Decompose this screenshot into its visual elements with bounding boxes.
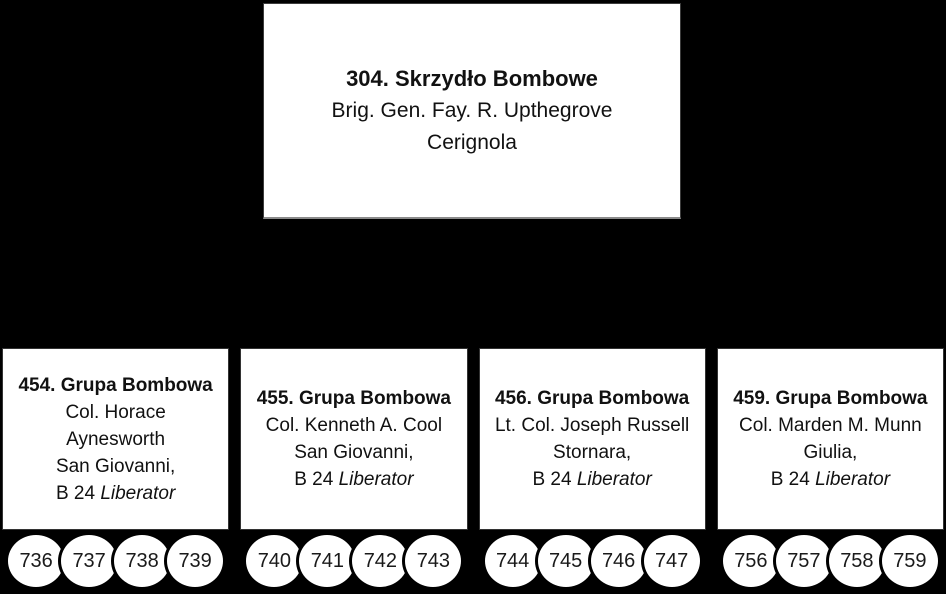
wing-box [263,3,681,219]
squadron-number: 740 [257,549,292,572]
group-column [240,348,467,594]
group-aircraft-line [56,480,175,507]
squadron-row [2,532,229,594]
group-detail-line: San Giovanni, [55,455,176,477]
squadron-circle [641,532,703,590]
group-aircraft-line [532,466,651,493]
aircraft-model: Liberator [576,469,652,491]
squadron-circle [164,532,226,590]
aircraft-prefix: B 24 [532,469,577,491]
squadron-number: 738 [125,549,159,572]
squadron-number: 741 [310,549,345,572]
aircraft-prefix: B 24 [294,469,339,491]
group-box [240,348,467,530]
group-detail-line: San Giovanni, [294,442,414,464]
group-detail-line: Col. Horace [65,401,166,423]
squadron-number: 737 [72,549,106,572]
group-box [479,348,706,530]
group-aircraft-line [294,466,413,493]
squadron-number: 736 [19,549,53,572]
squadron-row [717,532,944,594]
wing-commander: Brig. Gen. Fay. R. Upthegrove [331,98,613,122]
squadron-row [479,532,706,594]
group-box [2,348,229,530]
squadron-number: 759 [893,549,927,572]
group-column [2,348,229,594]
wing-base: Cerignola [427,130,517,154]
squadron-circle [402,532,464,590]
wing-title: 304. Skrzydło Bombowe [346,65,598,91]
squadron-number: 747 [654,549,689,572]
group-column [717,348,944,594]
group-title: 455. Grupa Bombowa [256,388,452,410]
group-detail-line: Lt. Col. Joseph Russell [494,415,690,437]
group-aircraft-line [771,466,890,493]
squadron-number: 758 [840,549,874,572]
squadron-row [240,532,467,594]
group-detail-line: Stornara, [553,442,632,464]
group-detail-line: Giulia, [803,442,858,464]
group-detail-line: Aynesworth [66,428,166,450]
squadron-number: 744 [495,549,530,572]
squadron-circle [879,532,941,590]
squadron-number: 742 [363,549,398,572]
group-box [717,348,944,530]
squadron-number: 745 [548,549,583,572]
group-title: 459. Grupa Bombowa [733,388,928,410]
group-detail-line: Col. Marden M. Munn [739,415,922,437]
squadron-number: 756 [734,549,768,572]
squadron-number: 739 [178,549,212,572]
squadron-number: 743 [416,549,451,572]
group-column [479,348,706,594]
group-title: 456. Grupa Bombowa [494,388,690,410]
groups-row [0,348,946,594]
aircraft-prefix: B 24 [770,469,816,491]
squadron-number: 746 [601,549,636,572]
aircraft-model: Liberator [338,469,414,491]
group-title: 454. Grupa Bombowa [18,374,213,396]
aircraft-model: Liberator [815,469,891,491]
group-detail-line: Col. Kenneth A. Cool [265,415,443,437]
aircraft-model: Liberator [100,482,176,504]
aircraft-prefix: B 24 [55,482,101,504]
squadron-number: 757 [787,549,821,572]
